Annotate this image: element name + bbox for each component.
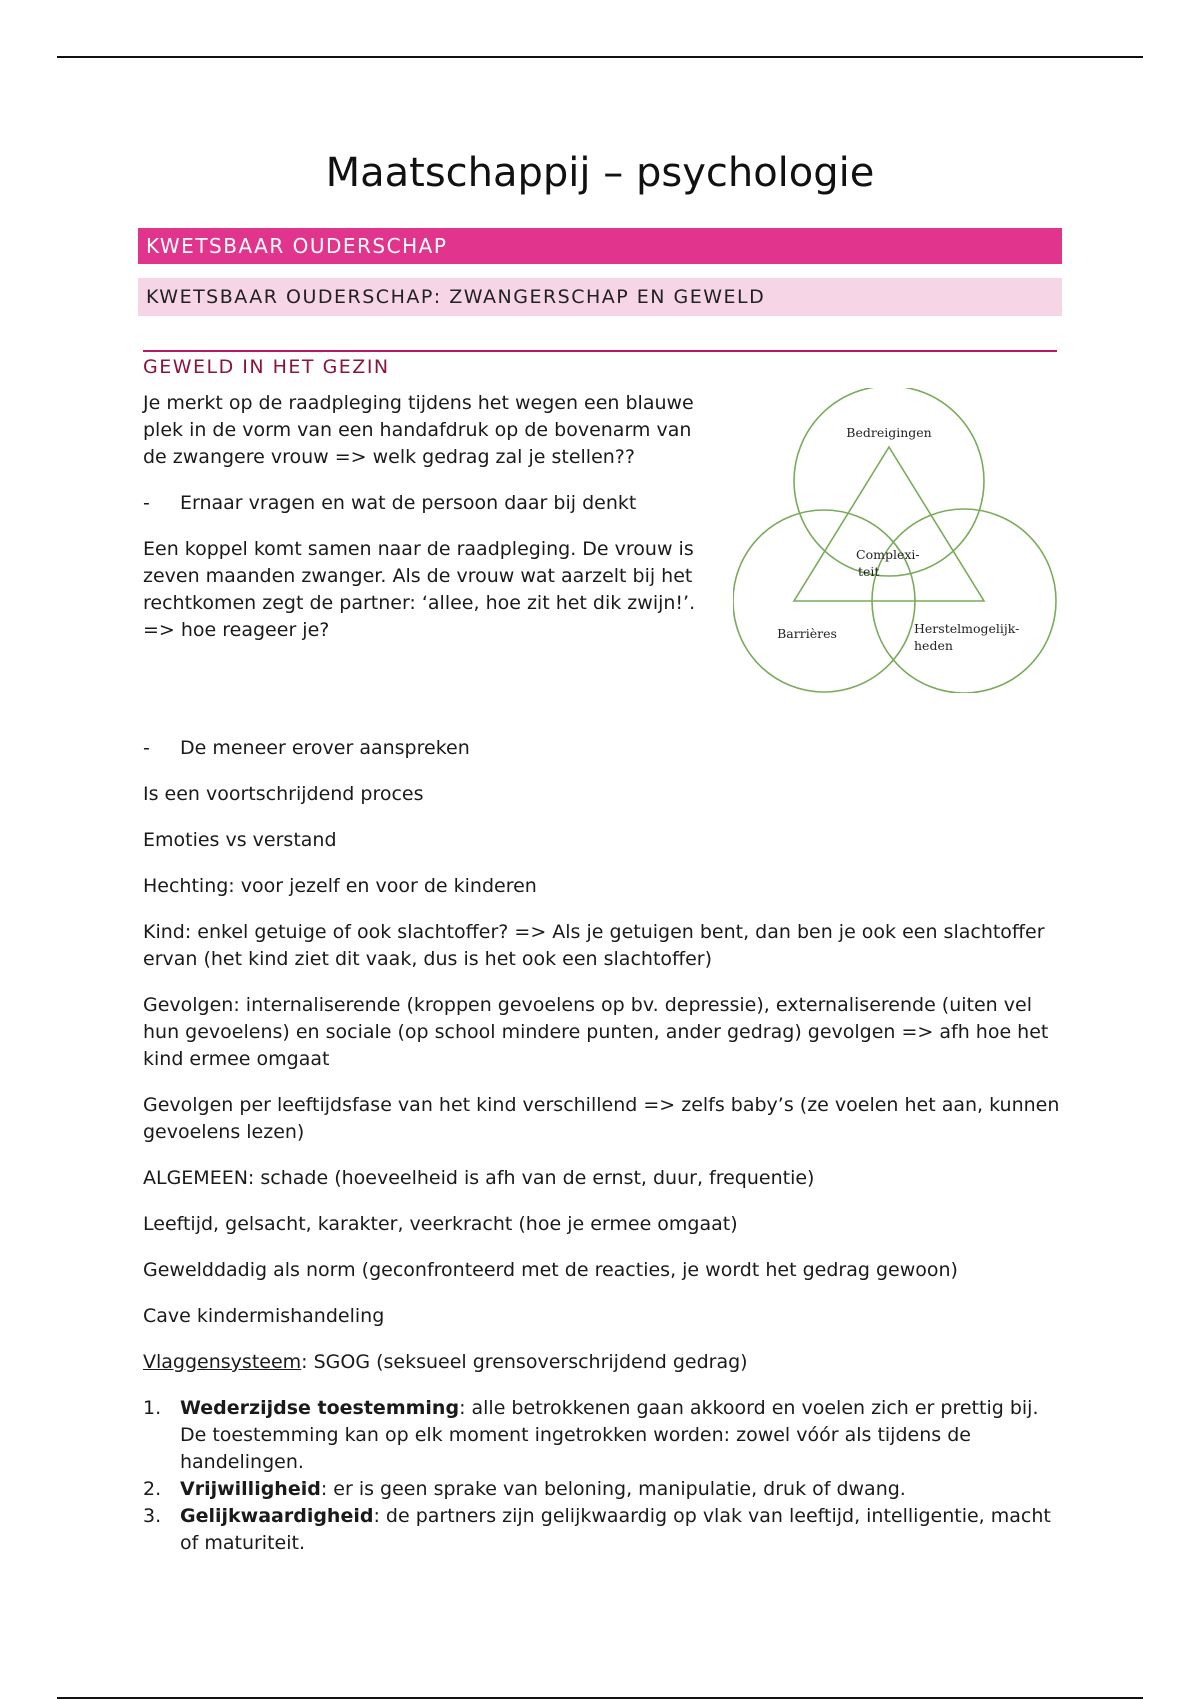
footer-rule	[57, 1697, 1143, 1699]
label-complexiteit-1: Complexi-	[856, 547, 920, 562]
body-paragraph: Gevolgen per leeftijdsfase van het kind verschillend => zelfs baby’s (ze voelen het aan, kunnen gevoelens lezen)	[143, 1094, 1060, 1143]
list-text: : alle betrokkenen gaan akkoord en voelen zich er prettig bij. De toestemming kan op elk moment ingetrokken worden: zowel vóór als tijdens de handelingen.	[180, 1397, 1039, 1473]
list-item	[143, 1395, 1063, 1476]
label-complexiteit-2: teit	[858, 564, 880, 579]
bullet-meneer-aanspreken	[143, 735, 1063, 762]
list-term: Wederzijdse toestemming	[180, 1397, 460, 1419]
triangle-complexiteit	[794, 447, 984, 601]
heading-kwetsbaar-ouderschap: KWETSBAAR OUDERSCHAP	[138, 228, 1062, 264]
list-number: 3.	[143, 1505, 162, 1527]
intro-bullet-1	[143, 490, 713, 517]
page-title: Maatschappij – psychologie	[325, 150, 875, 196]
body-paragraph: Gevolgen: internaliserende (kroppen gevoelens op bv. depressie), externaliserende (uiten vel hun gevoelens) en sociale (op school mindere punten, ander gedrag) gevolgen => afh hoe het kind ermee omgaat	[143, 994, 1049, 1070]
list-item	[143, 1503, 1063, 1557]
list-number: 1.	[143, 1397, 162, 1419]
heading-geweld-in-het-gezin: GEWELD IN HET GEZIN	[143, 350, 1057, 378]
label-bedreigingen: Bedreigingen	[846, 425, 932, 440]
body-paragraph: Cave kindermishandeling	[143, 1305, 385, 1327]
venn-triangle-diagram	[733, 388, 1063, 693]
list-term: Vrijwilligheid	[180, 1478, 321, 1500]
heading-zwangerschap-en-geweld: KWETSBAAR OUDERSCHAP: ZWANGERSCHAP EN GEWELD	[138, 278, 1062, 316]
body-paragraph: Is een voortschrijdend proces	[143, 783, 424, 805]
list-item	[143, 1476, 1063, 1503]
consent-criteria-list	[143, 1395, 1063, 1557]
list-term: Gelijkwaardigheid	[180, 1505, 374, 1527]
body-paragraph: Hechting: voor jezelf en voor de kinderen	[143, 875, 537, 897]
vlaggensysteem-paragraph	[143, 1349, 1063, 1376]
list-text: : er is geen sprake van beloning, manipulatie, druk of dwang.	[320, 1478, 906, 1500]
body-paragraph: Kind: enkel getuige of ook slachtoffer? => Als je getuigen bent, dan ben je ook een slachtoffer ervan (het kind ziet dit vaak, dus is het ook een slachtoffer)	[143, 921, 1045, 970]
body-paragraph: Gewelddadig als norm (geconfronteerd met de reacties, je wordt het gedrag gewoon)	[143, 1259, 958, 1281]
list-text: : de partners zijn gelijkwaardig op vlak van leeftijd, intelligentie, macht of maturiteit.	[180, 1505, 1051, 1554]
bullet-text: De meneer erover aanspreken	[180, 737, 470, 759]
intro-section	[143, 390, 713, 663]
body-paragraph: Leeftijd, gelsacht, karakter, veerkracht (hoe je ermee omgaat)	[143, 1213, 738, 1235]
label-herstelmogelijkheden-1: Herstelmogelijk-	[914, 621, 1020, 636]
vlaggensysteem-term: Vlaggensysteem	[143, 1351, 302, 1373]
list-number: 2.	[143, 1478, 162, 1500]
paragraph-list	[143, 781, 1063, 1330]
intro-paragraph-1: Je merkt op de raadpleging tijdens het wegen een blauwe plek in de vorm van een handafdruk op de bovenarm van de zwangere vrouw => welk gedrag zal je stellen??	[143, 392, 694, 468]
intro-paragraph-2: Een koppel komt samen naar de raadpleging. De vrouw is zeven maanden zwanger. Als de vrouw wat aarzelt bij het rechtkomen zegt de partner: ‘allee, hoe zit het dik zwijn!’. => hoe reageer je?	[143, 538, 696, 641]
bullet-dash: -	[143, 492, 150, 514]
bullet-dash: -	[143, 737, 150, 759]
body-paragraph: ALGEMEEN: schade (hoeveelheid is afh van de ernst, duur, frequentie)	[143, 1167, 815, 1189]
complexity-diagram	[733, 388, 1063, 693]
body-paragraph: Emoties vs verstand	[143, 829, 337, 851]
header-rule	[57, 56, 1143, 58]
bullet-text: Ernaar vragen en wat de persoon daar bij denkt	[180, 492, 637, 514]
label-barrieres: Barrières	[777, 626, 837, 641]
label-herstelmogelijkheden-2: heden	[914, 638, 953, 653]
vlaggensysteem-text: : SGOG (seksueel grensoverschrijdend gedrag)	[301, 1351, 748, 1373]
main-section	[143, 735, 1063, 1557]
